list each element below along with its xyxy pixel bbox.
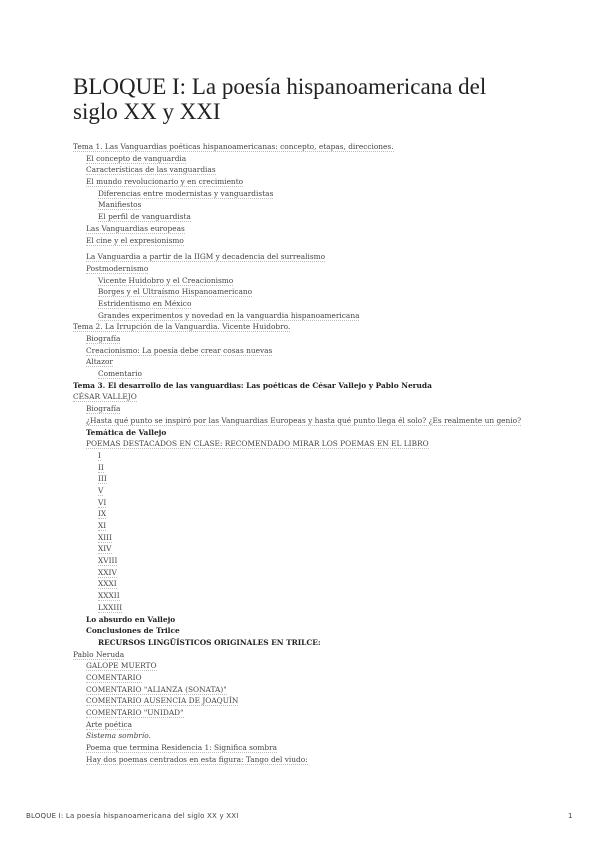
toc-entry[interactable] [73,153,573,165]
toc-entry[interactable] [73,590,573,602]
toc-entry-label: COMENTARIO AUSENCIA DE JOAQUÍN [86,696,239,706]
toc-entry[interactable] [73,719,573,731]
toc-entry[interactable] [73,415,573,427]
toc-entry-label: Biografía [86,404,121,414]
toc-entry[interactable] [73,211,573,223]
toc-entry[interactable] [73,368,573,380]
toc-entry-label: RECURSOS LINGÜÍSTICOS ORIGINALES EN TRILCE: [98,637,321,647]
toc-entry-label: Creacionismo: La poesía debe crear cosas nuevas [86,345,273,355]
toc-entry[interactable] [73,380,573,392]
toc-entry[interactable] [73,508,573,520]
toc-entry-label: Tema 2. La Irrupción de la Vanguardia. Vicente Huidobro. [73,322,291,332]
toc-entry[interactable] [73,427,573,439]
toc-entry-label: XI [98,521,107,530]
toc-entry-label: Altazor [86,357,113,367]
toc-entry[interactable] [73,707,573,719]
toc-entry[interactable] [73,578,573,590]
toc-entry-label: Características de las vanguardias [86,165,216,175]
toc-entry-label: Postmodernismo [86,263,149,273]
toc-entry-label: El perfil de vanguardista [98,212,191,222]
toc-entry[interactable] [73,403,573,415]
toc-entry-label: Comentario [98,369,142,379]
toc-entry[interactable] [73,321,573,333]
footer-title: BLOQUE I: La poesía hispanoamericana del siglo XX y XXI [26,812,239,820]
toc-entry-label: El cine y el expresionismo [86,235,184,245]
toc-entry[interactable] [73,176,573,188]
toc-entry-label: Vicente Huidobro y el Creacionismo [98,275,234,285]
toc-entry-label: Manifiestos [98,200,142,210]
toc-entry-label: Temática de Vallejo [86,427,167,437]
toc-entry[interactable] [73,141,573,153]
toc-entry[interactable] [73,567,573,579]
toc-entry[interactable] [73,310,573,322]
toc-entry-label: ¿Hasta qué punto se inspiró por las Vanguardias Europeas y hasta qué punto llega él solo? ¿Es realmente un genio? [86,415,522,425]
toc-entry-label: POEMAS DESTACADOS EN CLASE: RECOMENDADO MIRAR LOS POEMAS EN EL LIBRO [86,439,429,449]
toc-entry[interactable] [73,497,573,509]
toc-entry[interactable] [73,684,573,696]
toc-entry-label: COMENTARIO "UNIDAD" [86,708,184,717]
toc-entry-label: XIV [98,544,112,554]
page-number: 1 [568,812,573,820]
toc-entry[interactable] [73,164,573,176]
toc-entry-label: El mundo revolucionario y en crecimiento [86,177,244,187]
toc-entry[interactable] [73,286,573,298]
toc-entry[interactable] [73,742,573,754]
toc-entry[interactable] [73,450,573,462]
toc-entry-label: Tema 1. Las Vanguardias poéticas hispanoamericanas: concepto, etapas, direcciones. [73,142,394,151]
toc-entry[interactable] [73,391,573,403]
toc-entry-label: Biografía [86,334,121,343]
toc-entry[interactable] [73,543,573,555]
toc-entry[interactable] [73,625,573,637]
toc-entry-label: II [98,462,104,472]
toc-entry-label: V [98,485,104,495]
toc-entry[interactable] [73,275,573,287]
toc-entry[interactable] [73,602,573,614]
toc-entry-label: CÉSAR VALLEJO [73,392,137,402]
toc-entry[interactable] [73,298,573,310]
toc-entry[interactable] [73,438,573,450]
toc-entry[interactable] [73,188,573,200]
toc-entry[interactable] [73,614,573,626]
toc-entry[interactable] [73,637,573,649]
toc-entry-label: III [98,474,107,484]
toc-entry-label: El concepto de vanguardia [86,153,187,163]
toc-entry[interactable] [73,672,573,684]
toc-entry-label: COMENTARIO "ALIANZA (SONATA)" [86,684,227,694]
toc-entry-label: Poema que termina Residencia 1: Significa sombra [86,743,278,753]
toc-entry[interactable] [73,473,573,485]
toc-entry[interactable] [73,251,573,263]
toc-entry-label: I [98,450,101,460]
toc-entry-label: LXXIII [98,602,123,612]
toc-entry[interactable] [73,730,573,742]
toc-entry[interactable] [73,235,573,247]
table-of-contents [73,141,573,765]
toc-entry-label: XIII [98,532,113,542]
toc-entry-label: Grandes experimentos y novedad en la vanguardia hispanoamericana [98,310,360,320]
toc-entry-label: Estridentismo en México [98,298,192,308]
page-title: BLOQUE I: La poesía hispanoamericana del siglo XX y XXI [73,74,487,124]
toc-entry-label: XXXII [98,591,120,601]
toc-entry[interactable] [73,263,573,275]
toc-entry[interactable] [73,223,573,235]
toc-entry[interactable] [73,660,573,672]
toc-entry[interactable] [73,462,573,474]
toc-entry-label: Diferencias entre modernistas y vanguardistas [98,188,274,198]
toc-entry-label: Hay dos poemas centrados en esta figura: Tango del viudo: [86,754,308,764]
toc-entry[interactable] [73,485,573,497]
toc-entry-label: Conclusiones de Trilce [86,626,180,636]
toc-entry[interactable] [73,555,573,567]
toc-entry[interactable] [73,695,573,707]
toc-entry-label: Borges y el Ultraísmo Hispanoamericano [98,287,253,297]
toc-entry-label: Lo absurdo en Vallejo [86,614,176,624]
toc-entry-label: Las Vanguardias europeas [86,223,185,233]
toc-entry-label: COMENTARIO [86,672,142,682]
toc-entry-label: Arte poética [86,719,132,729]
toc-entry[interactable] [73,356,573,368]
toc-entry-label: XVIII [98,556,118,566]
toc-entry-label: IX [98,509,107,519]
toc-entry[interactable] [73,333,573,345]
toc-entry-label: Tema 3. El desarrollo de las vanguardias: Las poéticas de César Vallejo y Pablo Neruda [73,380,432,390]
toc-entry-label: La Vanguardia a partir de la IIGM y decadencia del surrealismo [86,252,326,262]
toc-entry-label: VI [98,497,107,507]
toc-entry-label: GALOPE MUERTO [86,661,157,671]
toc-entry-label: XXXI [98,579,117,589]
toc-entry[interactable] [73,199,573,211]
toc-entry-label: Sistema sombrío. [86,731,151,741]
toc-entry[interactable] [73,520,573,532]
toc-entry-label: Pablo Neruda [73,649,125,659]
toc-entry[interactable] [73,532,573,544]
toc-entry[interactable] [73,345,573,357]
toc-entry[interactable] [73,649,573,661]
toc-entry[interactable] [73,754,573,766]
toc-entry-label: XXIV [98,567,117,577]
